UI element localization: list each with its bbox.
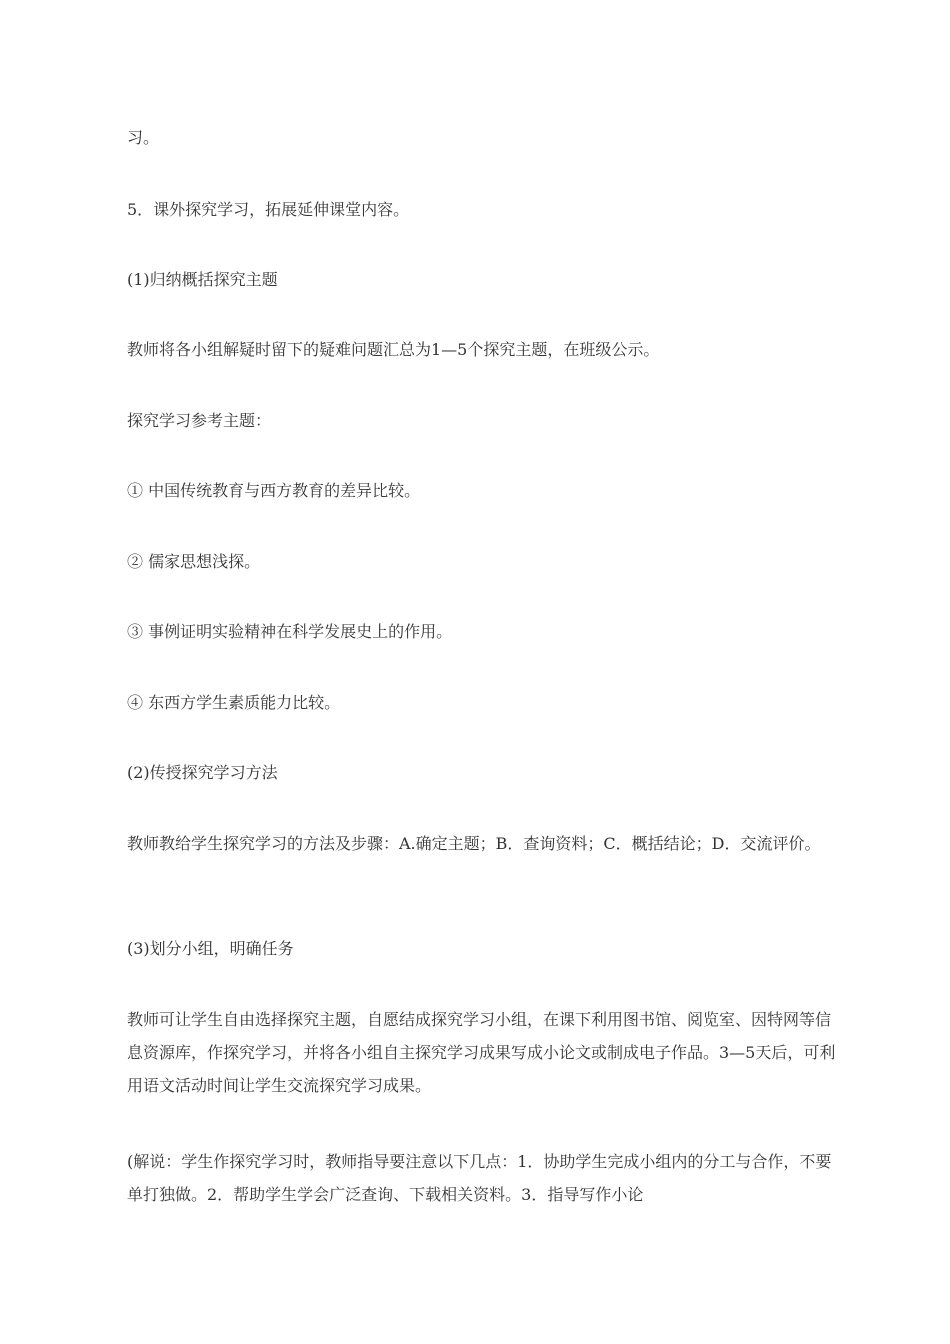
subheading-3: (3)划分小组，明确任务 — [127, 939, 294, 958]
topic-item-2: ② 儒家思想浅探。 — [127, 552, 261, 571]
topic-item-3: ③ 事例证明实验精神在科学发展史上的作用。 — [127, 622, 453, 641]
subheading-2: (2)传授探究学习方法 — [127, 763, 278, 782]
paragraph-group-tasks: 教师可让学生自由选择探究主题，自愿结成探究学习小组，在课下利用图书馆、阅览室、因特网等信息资源库，作探究学习，并将各小组自主探究学习成果写成小论文或制成电子作品。3—5天后，可利用语文活动时间让学生交流探究学习成果。 — [127, 1010, 836, 1095]
section-heading-5: 5．课外探究学习，拓展延伸课堂内容。 — [127, 200, 410, 219]
paragraph-continuation: 习。 — [127, 128, 160, 147]
subheading-1: (1)归纳概括探究主题 — [127, 270, 278, 289]
topic-item-1: ① 中国传统教育与西方教育的差异比较。 — [127, 481, 421, 500]
paragraph-methods: 教师教给学生探究学习的方法及步骤：A.确定主题；B．查询资料；C．概括结论；D．交流评价。 — [127, 834, 821, 853]
topic-item-4: ④ 东西方学生素质能力比较。 — [127, 693, 341, 712]
reference-topics-label: 探究学习参考主题： — [127, 411, 272, 430]
paragraph-commentary: (解说：学生作探究学习时，教师指导要注意以下几点：1．协助学生完成小组内的分工与合作，不要单打独做。2．帮助学生学会广泛查询、下载相关资料。3．指导写作小论 — [127, 1152, 832, 1204]
paragraph-summarize-topics: 教师将各小组解疑时留下的疑难问题汇总为1—5个探究主题，在班级公示。 — [127, 340, 660, 359]
